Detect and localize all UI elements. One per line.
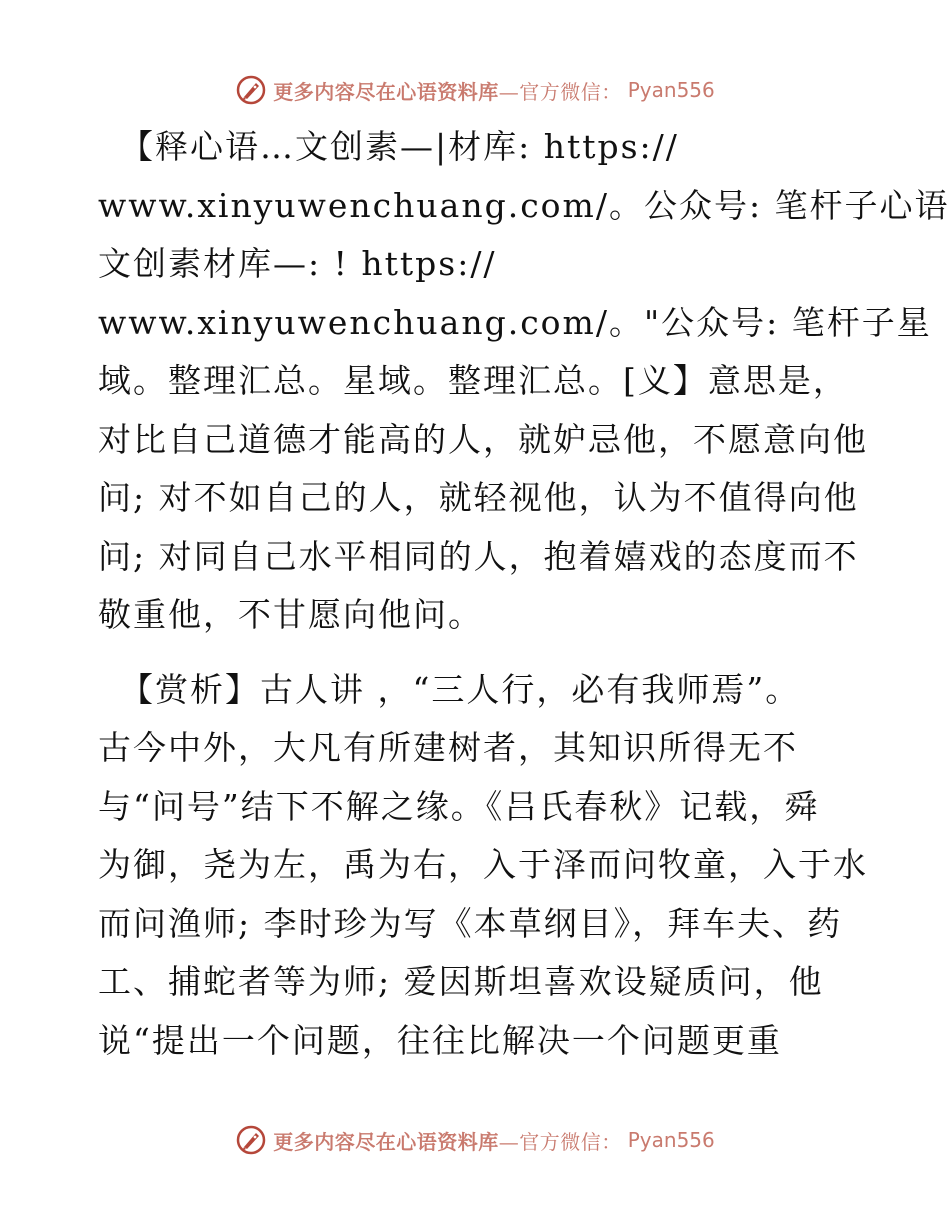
text-line: 而问渔师; 李时珍为写《本草纲目》，拜车夫、药	[98, 903, 843, 943]
document-body	[98, 118, 950, 1070]
header-banner-label: —官方微信：	[498, 79, 622, 104]
pen-nib-logo-icon	[235, 74, 267, 106]
text-line: 工、捕蛇者等为师; 爱因斯坦喜欢设疑质问，他	[98, 962, 824, 1001]
text-line: 【赏析】古人讲 ，“三人行，必有我师焉”。	[120, 669, 801, 709]
text-line: 说“提出一个问题，往往比解决一个问题更重	[98, 1020, 782, 1060]
footer-banner-title: 更多内容尽在心语资料库	[273, 1129, 499, 1154]
pen-nib-logo-icon	[235, 1124, 267, 1156]
header-banner	[0, 70, 950, 110]
paragraph-definition	[98, 118, 950, 645]
text-line: 古今中外，大凡有所建树者，其知识所得无不	[98, 728, 798, 767]
text-line: 问; 对同自己水平相同的人，抱着嬉戏的态度而不	[98, 536, 859, 576]
header-banner-text	[273, 76, 622, 105]
text-line: www.xinyuwenchuang.com/。公众号: 笔杆子心语	[98, 185, 950, 225]
text-line: 域。整理汇总。星域。整理汇总。[义】意思是，	[98, 361, 848, 400]
text-line: 敬重他，不甘愿向他问。	[98, 595, 483, 634]
text-line: www.xinyuwenchuang.com/。"公众号: 笔杆子星	[98, 302, 932, 342]
text-line: 【释心语…文创素—|材库: https://	[120, 127, 679, 166]
header-wechat-id: Pyan556	[627, 78, 715, 102]
text-line: 为御，尧为左，禹为右，入于泽而问牧童，入于水	[98, 845, 868, 884]
footer-banner-label: —官方微信：	[498, 1129, 622, 1154]
footer-banner-text	[273, 1126, 622, 1155]
text-line: 问; 对不如自己的人，就轻视他，认为不值得向他	[98, 478, 859, 517]
footer-banner	[0, 1120, 950, 1160]
text-line: 与“问号”结下不解之缘。《吕氏春秋》记载，舜	[98, 786, 820, 826]
paragraph-appreciation	[98, 661, 868, 1071]
text-line: 文创素材库—: ! https://	[98, 244, 497, 283]
footer-wechat-id: Pyan556	[627, 1128, 715, 1152]
header-banner-title: 更多内容尽在心语资料库	[273, 79, 499, 104]
text-line: 对比自己道德才能高的人，就妒忌他，不愿意向他	[98, 419, 868, 459]
